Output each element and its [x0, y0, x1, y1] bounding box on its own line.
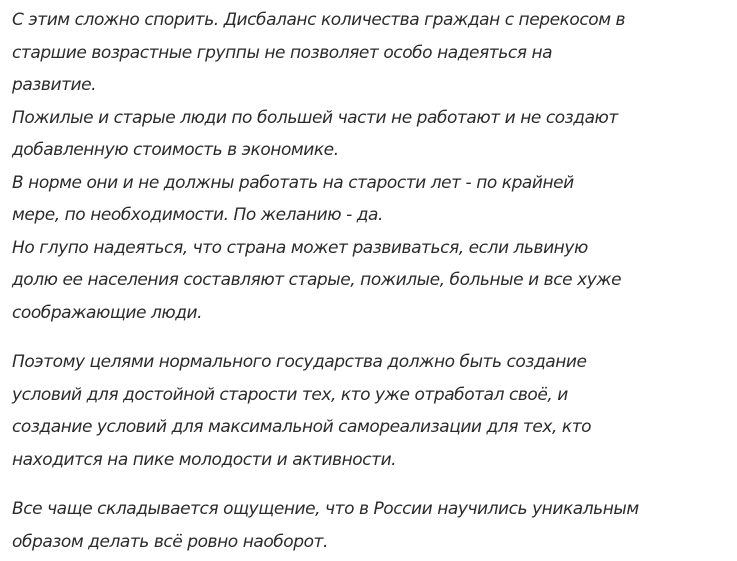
comment-line: Пожилые и старые люди по большей части не работают и не создают [12, 107, 618, 128]
comment-line: С этим сложно спорить. Дисбаланс количества граждан с перекосом в [12, 10, 626, 30]
comment-line: мере, по необходимости. По желанию - да. [12, 205, 383, 225]
comment-line: условий для достойной старости тех, кто уже отработал своё, и [12, 384, 568, 405]
comment-line: Поэтому целями нормального государства должно быть создание [12, 352, 587, 372]
comment-line: Все чаще складывается ощущение, что в России научились уникальным [12, 499, 639, 519]
comment-line: Но глупо надеяться, что страна может развиваться, если львиную [12, 237, 588, 258]
comment-line: создание условий для максимальной самореализации для тех, кто [12, 417, 592, 437]
comment-text [12, 4, 732, 558]
comment-line: соображающие люди. [12, 302, 203, 323]
comment-line: развитие. [12, 75, 97, 95]
comment-line: долю ее населения составляют старые, пожилые, больные и все хуже [12, 270, 622, 290]
comment-line: образом делать всё ровно наоборот. [12, 531, 328, 552]
comment-line: В норме они и не должны работать на старости лет - по крайней [12, 172, 574, 193]
comment-line: находится на пике молодости и активности. [12, 449, 397, 470]
comment-line: старшие возрастные группы не позволяет особо надеяться на [12, 42, 553, 63]
comment-line: добавленную стоимость в экономике. [12, 140, 339, 160]
